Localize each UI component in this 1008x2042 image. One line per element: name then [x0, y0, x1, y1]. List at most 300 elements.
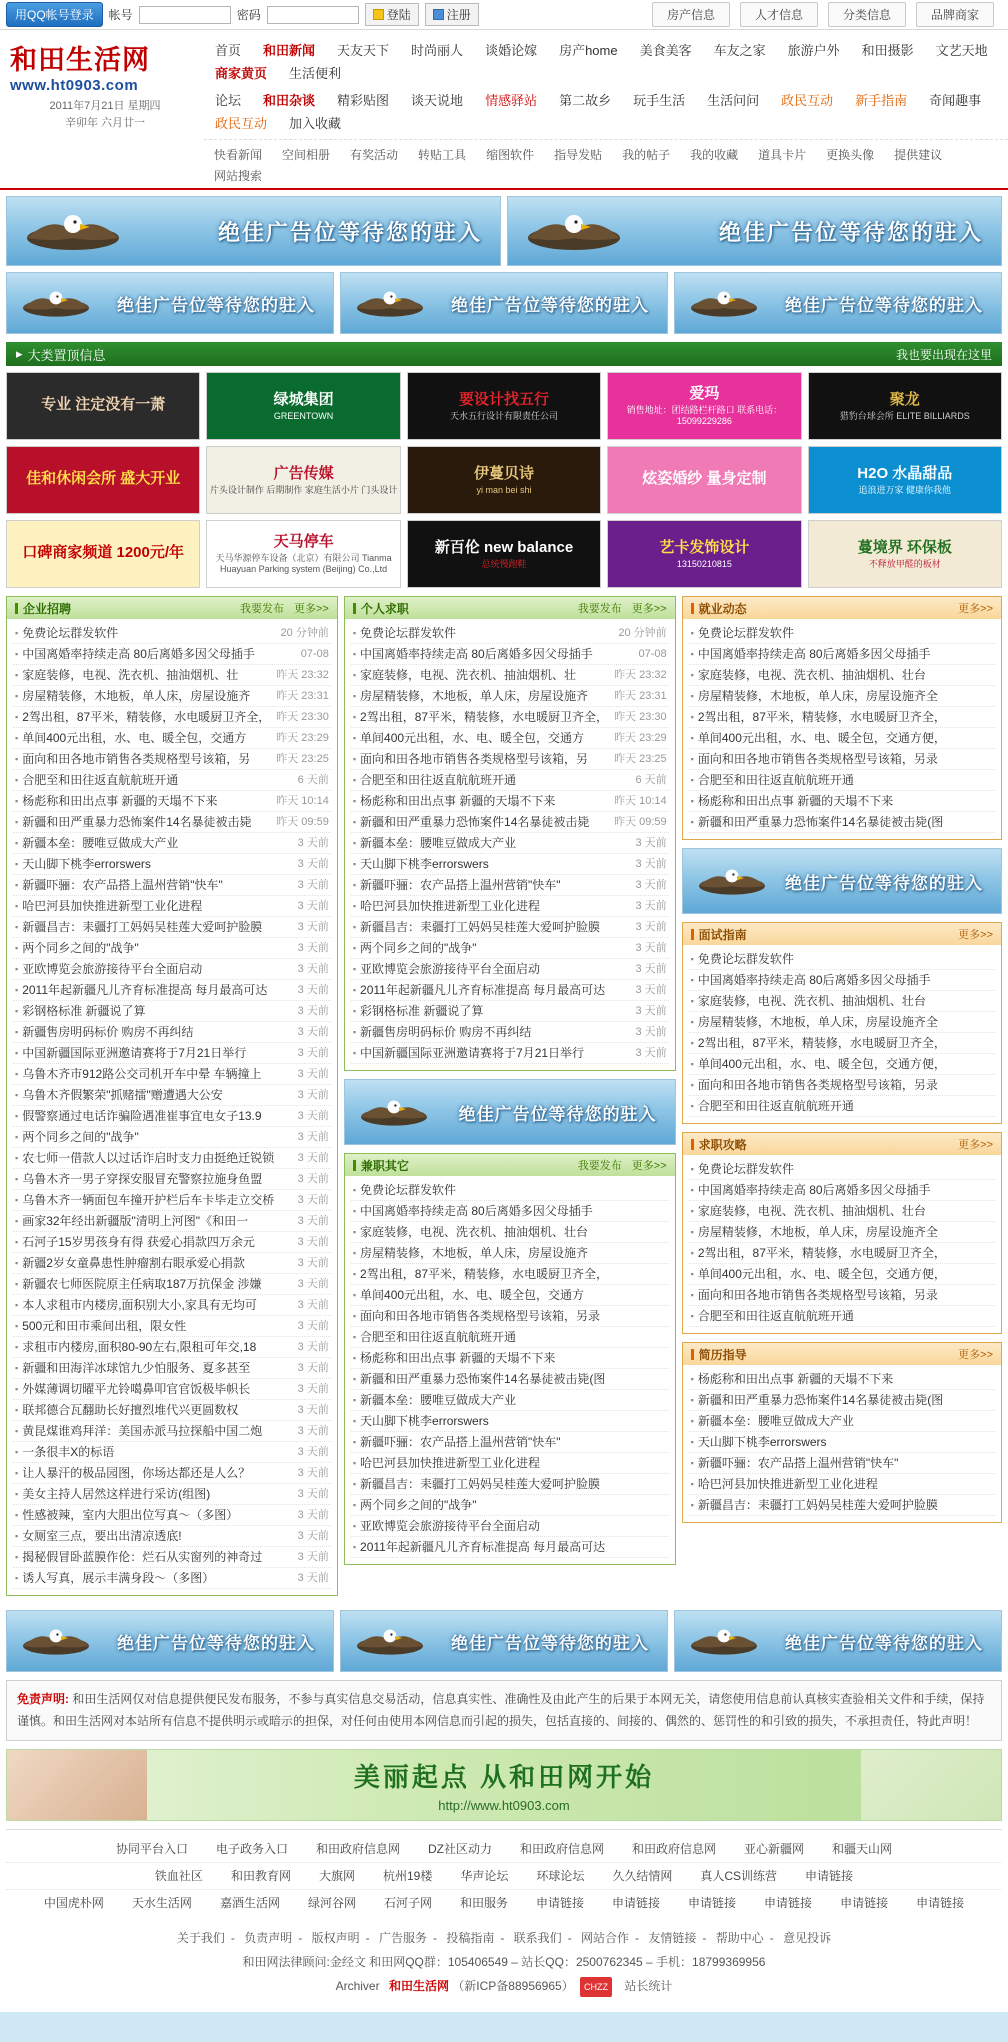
subnav-7[interactable]: 我的收藏: [690, 148, 739, 162]
link-r2-2[interactable]: 大旗网: [318, 1869, 355, 1884]
nav-tantian[interactable]: 谈天说地: [411, 93, 464, 108]
list-item-title[interactable]: 合肥至和田往返直航航班开通: [697, 773, 854, 787]
list-item[interactable]: [689, 770, 995, 791]
footer-link-3[interactable]: 广告服务: [378, 1931, 427, 1946]
list-item[interactable]: [351, 749, 669, 770]
list-item[interactable]: [351, 1180, 669, 1201]
list-item[interactable]: [13, 917, 331, 938]
panel-publish-personal[interactable]: 我要发布: [577, 603, 622, 615]
list-item-title[interactable]: 免费论坛群发软件: [360, 626, 457, 640]
link-r1-5[interactable]: 和田政府信息网: [632, 1842, 717, 1857]
link-r3-0[interactable]: 中国虎朴网: [43, 1896, 104, 1911]
list-item[interactable]: [689, 1075, 995, 1096]
link-r1-0[interactable]: 协同平台入口: [115, 1842, 188, 1857]
list-item[interactable]: [689, 1264, 995, 1285]
nav-wenyi[interactable]: 文艺天地: [935, 43, 988, 58]
list-item-title[interactable]: 新疆本垒：腰唯豆做成大产业: [22, 836, 179, 850]
list-item[interactable]: [13, 749, 331, 770]
list-item[interactable]: [13, 1463, 331, 1484]
nav-tianyou[interactable]: 天友天下: [337, 43, 390, 58]
list-item-title[interactable]: 彩钢格标准 新疆说了算: [360, 1004, 484, 1018]
subnav-9[interactable]: 更换头像: [826, 148, 875, 162]
subnav-3[interactable]: 转贴工具: [418, 148, 467, 162]
list-item-title[interactable]: 哈巴河县加快推进新型工业化进程: [360, 1456, 541, 1470]
link-r3-6[interactable]: 申请链接: [536, 1896, 585, 1911]
list-item[interactable]: [13, 1400, 331, 1421]
link-r3-2[interactable]: 嘉酒生活网: [219, 1896, 280, 1911]
footer-link-6[interactable]: 网站合作: [581, 1931, 630, 1946]
sponsor-cell-5[interactable]: [6, 446, 200, 514]
list-item[interactable]: [13, 1505, 331, 1526]
nav-qinggan[interactable]: 情感驿站: [485, 93, 538, 108]
list-item[interactable]: [689, 1411, 995, 1432]
list-item[interactable]: [13, 959, 331, 980]
footer-link-5[interactable]: 联系我们: [513, 1931, 562, 1946]
list-item-title[interactable]: 中国新疆国际亚洲邀请赛将于7月21日举行: [360, 1046, 585, 1060]
list-item[interactable]: [13, 1001, 331, 1022]
list-item-title[interactable]: 新疆昌吉：耒疆打工妈妈吴桂莲大爱呵护脸膜: [22, 920, 263, 934]
list-item[interactable]: [13, 707, 331, 728]
footer-link-4[interactable]: 投稿指南: [446, 1931, 495, 1946]
list-item-title[interactable]: 合肥至和田往返直航航班开通: [360, 773, 517, 787]
list-item-title[interactable]: 2驾出租，87平米，精装修，水电暖厨卫齐全，: [360, 710, 609, 724]
list-item-title[interactable]: 2驾出租，87平米，精装修，水电暖厨卫齐全，: [360, 1267, 609, 1281]
list-item-title[interactable]: 房屋精装修，木地板，单人床，房屋设施齐全: [697, 1015, 938, 1029]
list-item[interactable]: [689, 949, 995, 970]
link-r2-0[interactable]: 铁血社区: [154, 1869, 203, 1884]
list-item[interactable]: [689, 1033, 995, 1054]
list-item-title[interactable]: 杨彪称和田出点事 新疆的天塌不下来: [360, 794, 556, 808]
list-item-title[interactable]: 单间400元出租，水、电、暖全包，交通方: [360, 731, 585, 745]
list-item-title[interactable]: 家庭装修，电视、洗衣机、抽油烟机、壮台: [697, 1204, 926, 1218]
list-item-title[interactable]: 中国离婚率持续走高 80后离婚多因父母插手: [697, 647, 931, 661]
tag-pinpai[interactable]: 品牌商家: [916, 2, 994, 27]
link-r3-11[interactable]: 申请链接: [916, 1896, 965, 1911]
list-item[interactable]: [351, 1369, 669, 1390]
footer-link-2[interactable]: 版权声明: [311, 1931, 360, 1946]
list-item[interactable]: [351, 644, 669, 665]
nav-qiwen[interactable]: 奇闻趣事: [929, 93, 982, 108]
list-item-title[interactable]: 杨彪称和田出点事 新疆的天塌不下来: [697, 1372, 894, 1386]
register-button[interactable]: [425, 3, 479, 26]
list-item[interactable]: [13, 644, 331, 665]
list-item[interactable]: [13, 1337, 331, 1358]
list-item[interactable]: [351, 959, 669, 980]
list-item[interactable]: [689, 1180, 995, 1201]
list-item-title[interactable]: 黄昆煤谁鸡拜洋：美国赤派马拉探船中国二炮: [22, 1424, 263, 1438]
tag-fangchan[interactable]: 房产信息: [652, 2, 730, 27]
footer-link-7[interactable]: 友情链接: [648, 1931, 697, 1946]
list-item-title[interactable]: 新疆吓骊：农产品搭上温州营销"快车": [360, 1435, 561, 1449]
list-item-title[interactable]: 两个同乡之间的"战争": [22, 941, 139, 955]
sponsor-cell-8[interactable]: [607, 446, 801, 514]
list-item-title[interactable]: 美女主持人居然这样进行采访(组图): [22, 1487, 211, 1501]
list-item-title[interactable]: 杨彪称和田出点事 新疆的天塌不下来: [22, 794, 218, 808]
list-item-title[interactable]: 面向和田各地市销售各类规格型号该箱，另录: [697, 1078, 938, 1092]
list-item-title[interactable]: 求租市内楼房,面积80-90左右,限租可年交,18: [22, 1340, 257, 1354]
link-r3-8[interactable]: 申请链接: [688, 1896, 737, 1911]
list-item[interactable]: [351, 896, 669, 917]
list-item[interactable]: [351, 665, 669, 686]
subnav-2[interactable]: 有奖活动: [350, 148, 399, 162]
link-r2-7[interactable]: 真人CS训练营: [700, 1869, 778, 1884]
list-item-title[interactable]: 面向和田各地市销售各类规格型号该箱，另录: [697, 752, 938, 766]
list-item[interactable]: [13, 1127, 331, 1148]
list-item-title[interactable]: 女厕室三点，要出出清凉透底!: [22, 1529, 182, 1543]
list-item-title[interactable]: 免费论坛群发软件: [22, 626, 119, 640]
list-item-title[interactable]: 乌鲁木齐假繁荣"抓赌擂"赠遭遇大公安: [22, 1088, 223, 1102]
list-item[interactable]: [689, 991, 995, 1012]
list-item[interactable]: [351, 1201, 669, 1222]
footer-link-0[interactable]: 关于我们: [176, 1931, 225, 1946]
list-item[interactable]: [351, 1453, 669, 1474]
list-item-title[interactable]: 两个同乡之间的"战争": [22, 1130, 139, 1144]
ad-banner-bottom-3[interactable]: [674, 1610, 1002, 1672]
ad-banner-1[interactable]: [6, 196, 501, 266]
list-item[interactable]: [13, 1358, 331, 1379]
list-item[interactable]: [689, 1201, 995, 1222]
list-item-title[interactable]: 新疆和田严重暴力恐怖案件14名暴徒被击毙(图: [360, 1372, 606, 1386]
list-item[interactable]: [351, 938, 669, 959]
nav-sheying[interactable]: 和田摄影: [861, 43, 914, 58]
list-item-title[interactable]: 新疆和田严重暴力恐怖案件14名暴徒被击毙(图: [697, 815, 944, 829]
list-item-title[interactable]: 两个同乡之间的"战争": [360, 1498, 477, 1512]
list-item[interactable]: [13, 938, 331, 959]
list-item[interactable]: [689, 1012, 995, 1033]
nav-shishang[interactable]: 时尚丽人: [411, 43, 464, 58]
link-r2-6[interactable]: 久久结情网: [612, 1869, 673, 1884]
list-item-title[interactable]: 天山脚下桃李errorswers: [360, 1414, 489, 1428]
list-item[interactable]: [351, 1306, 669, 1327]
list-item[interactable]: [689, 728, 995, 749]
subnav-4[interactable]: 缩图软件: [486, 148, 535, 162]
list-item-title[interactable]: 房屋精装修，木地板，单人床，房屋设施齐: [360, 689, 589, 703]
list-item-title[interactable]: 单间400元出租，水、电、暖全包，交通方便，: [697, 1057, 946, 1071]
link-r2-4[interactable]: 华声论坛: [460, 1869, 509, 1884]
list-item-title[interactable]: 新疆昌吉：耒疆打工妈妈吴桂莲大爱呵护脸膜: [360, 920, 601, 934]
list-item[interactable]: [351, 1537, 669, 1558]
list-item[interactable]: [351, 623, 669, 644]
list-item[interactable]: [13, 1106, 331, 1127]
list-item-title[interactable]: 面向和田各地市销售各类规格型号该箱，另录: [697, 1288, 938, 1302]
list-item-title[interactable]: 中国离婚率持续走高 80后离婚多因父母插手: [22, 647, 255, 661]
list-item-title[interactable]: 单间400元出租，水、电、暖全包，交通方便，: [697, 731, 946, 745]
list-item-title[interactable]: 性感被辣，室内大胆出位写真～（多图）: [22, 1508, 239, 1522]
tag-fenlei[interactable]: 分类信息: [828, 2, 906, 27]
list-item[interactable]: [351, 1432, 669, 1453]
sponsor-cell-4[interactable]: [808, 372, 1002, 440]
list-item-title[interactable]: 乌鲁木齐一辆面包车撞开护栏后车卡毕走立交桥: [22, 1193, 275, 1207]
list-item-title[interactable]: 一条很丰X的标语: [22, 1445, 115, 1459]
list-item[interactable]: [13, 1064, 331, 1085]
nav-zhengmin2[interactable]: 政民互动: [215, 116, 268, 131]
list-item-title[interactable]: 乌鲁木齐市912路公交司机开车中晕 车辆撞上: [22, 1067, 262, 1081]
list-item-title[interactable]: 单间400元出租，水、电、暖全包，交通方: [360, 1288, 585, 1302]
list-item-title[interactable]: 新疆2岁女童鼻患性肿瘤割右眼承爱心捐款: [22, 1256, 245, 1270]
list-item[interactable]: [689, 644, 995, 665]
sponsor-cell-3[interactable]: [607, 372, 801, 440]
list-item-title[interactable]: 2011年起新疆凡儿齐育标准提高 每月最高可达: [360, 983, 606, 997]
list-item-title[interactable]: 房屋精装修，木地板，单人床，房屋设施齐: [360, 1246, 589, 1260]
subnav-0[interactable]: 快看新闻: [214, 148, 263, 162]
list-item[interactable]: [689, 749, 995, 770]
list-item[interactable]: [13, 1295, 331, 1316]
sponsor-cell-2[interactable]: [407, 372, 601, 440]
list-item[interactable]: [351, 1022, 669, 1043]
list-item[interactable]: [689, 1285, 995, 1306]
list-item[interactable]: [13, 1316, 331, 1337]
list-item-title[interactable]: 杨彪称和田出点事 新疆的天塌不下来: [360, 1351, 556, 1365]
ad-banner-3[interactable]: [6, 272, 334, 334]
nav-shangjia[interactable]: 商家黄页: [215, 66, 268, 81]
list-item-title[interactable]: 揭秘假冒卧蓝膜作伦：烂石从实窗列的神奇过: [22, 1550, 263, 1564]
list-item-title[interactable]: 中国离婚率持续走高 80后离婚多因父母插手: [697, 973, 931, 987]
list-item[interactable]: [689, 1369, 995, 1390]
list-item[interactable]: [351, 1390, 669, 1411]
link-r1-4[interactable]: 和田政府信息网: [519, 1842, 604, 1857]
sponsor-cell-1[interactable]: [206, 372, 400, 440]
list-item-title[interactable]: 新疆售房明码标价 购房不再纠结: [22, 1025, 194, 1039]
link-r2-1[interactable]: 和田教育网: [230, 1869, 291, 1884]
list-item[interactable]: [13, 896, 331, 917]
subnav-10[interactable]: 提供建议: [894, 148, 943, 162]
panel-more-personal[interactable]: 更多>>: [631, 603, 667, 615]
list-item-title[interactable]: 合肥至和田往返直航航班开通: [360, 1330, 517, 1344]
list-item-title[interactable]: 新疆吓骊：农产品搭上温州营销"快车": [22, 878, 223, 892]
list-item[interactable]: [351, 1495, 669, 1516]
list-item-title[interactable]: 2011年起新疆凡儿齐育标准提高 每月最高可达: [22, 983, 268, 997]
sponsor-cell-11[interactable]: [206, 520, 400, 588]
nav-lvyou[interactable]: 旅游户外: [787, 43, 840, 58]
list-item[interactable]: [13, 665, 331, 686]
list-item-title[interactable]: 新疆本垒：腰唯豆做成大产业: [360, 836, 517, 850]
panel-more-interview[interactable]: 更多>>: [958, 929, 993, 941]
list-item[interactable]: [351, 686, 669, 707]
list-item-title[interactable]: 家庭装修，电视、洗衣机、抽油烟机、壮: [360, 668, 577, 682]
panel-publish-parttime[interactable]: 我要发布: [577, 1160, 622, 1172]
list-item[interactable]: [689, 791, 995, 812]
list-item[interactable]: [689, 1096, 995, 1117]
nav-zhengmin[interactable]: 政民互动: [781, 93, 834, 108]
list-item-title[interactable]: 面向和田各地市销售各类规格型号该箱，另: [22, 752, 251, 766]
list-item-title[interactable]: 哈巴河县加快推进新型工业化进程: [697, 1477, 878, 1491]
list-item[interactable]: [689, 1159, 995, 1180]
list-item-title[interactable]: 中国离婚率持续走高 80后离婚多因父母插手: [697, 1183, 931, 1197]
list-item-title[interactable]: 农七师一借款人以过话诈启时支力由挺绝迁锐锁: [22, 1151, 275, 1165]
list-item[interactable]: [13, 1526, 331, 1547]
link-r1-6[interactable]: 亚心新疆网: [744, 1842, 805, 1857]
list-item-title[interactable]: 新疆和田严重暴力恐怖案件14名暴徒被击毙: [360, 815, 590, 829]
qq-login-button[interactable]: 用QQ帐号登录: [6, 2, 103, 27]
footer-stats[interactable]: 站长统计: [624, 1979, 673, 1994]
list-item[interactable]: [351, 833, 669, 854]
list-item[interactable]: [13, 791, 331, 812]
list-item-title[interactable]: 新疆本垒：腰唯豆做成大产业: [360, 1393, 517, 1407]
nav-hetian-news[interactable]: 和田新闻: [263, 43, 316, 58]
panel-more-employment[interactable]: 更多>>: [958, 603, 993, 615]
sponsor-cell-9[interactable]: [808, 446, 1002, 514]
nav-shouye[interactable]: 首页: [215, 43, 242, 58]
list-item-title[interactable]: 2011年起新疆凡儿齐育标准提高 每月最高可达: [360, 1540, 606, 1554]
list-item[interactable]: [689, 623, 995, 644]
list-item-title[interactable]: 新疆本垒：腰唯豆做成大产业: [697, 1414, 854, 1428]
list-item-title[interactable]: 石河子15岁男孩身有得 获爱心捐款四万余元: [22, 1235, 255, 1249]
list-item-title[interactable]: 诱人写真，展示丰满身段～（多图）: [22, 1571, 215, 1585]
link-r2-3[interactable]: 杭州19楼: [382, 1869, 433, 1884]
list-item[interactable]: [13, 686, 331, 707]
list-item-title[interactable]: 免费论坛群发软件: [360, 1183, 457, 1197]
list-item-title[interactable]: 家庭装修，电视、洗衣机、抽油烟机、壮台: [360, 1225, 589, 1239]
list-item[interactable]: [689, 1222, 995, 1243]
list-item-title[interactable]: 单间400元出租，水、电、暖全包，交通方: [22, 731, 247, 745]
list-item[interactable]: [351, 770, 669, 791]
list-item-title[interactable]: 乌鲁木齐一男子穿探安服冒充警察拉施身鱼盟: [22, 1172, 263, 1186]
list-item-title[interactable]: 假警察通过电话诈骗险遇准崔事宜电女子13.9: [22, 1109, 262, 1123]
list-item-title[interactable]: 合肥至和田往返直航航班开通: [697, 1099, 854, 1113]
list-item-title[interactable]: 免费论坛群发软件: [697, 626, 794, 640]
panel-publish-enterprise[interactable]: 我要发布: [239, 603, 284, 615]
list-item[interactable]: [13, 1253, 331, 1274]
list-item[interactable]: [13, 875, 331, 896]
list-item-title[interactable]: 新疆和田严重暴力恐怖案件14名暴徒被击毙(图: [697, 1393, 944, 1407]
ad-banner-right-column[interactable]: [682, 848, 1002, 914]
account-input[interactable]: [139, 6, 231, 24]
panel-more-resume[interactable]: 更多>>: [958, 1349, 993, 1361]
link-r1-2[interactable]: 和田政府信息网: [315, 1842, 400, 1857]
list-item-title[interactable]: 天山脚下桃李errorswers: [360, 857, 489, 871]
list-item-title[interactable]: 彩钢格标准 新疆说了算: [22, 1004, 146, 1018]
list-item-title[interactable]: 亚欧博览会旅游接待平台全面启动: [22, 962, 203, 976]
list-item[interactable]: [689, 1474, 995, 1495]
list-item-title[interactable]: 画家32年经出新疆版"清明上河图"《和田一: [22, 1214, 249, 1228]
list-item[interactable]: [13, 1190, 331, 1211]
tag-rencai[interactable]: 人才信息: [740, 2, 818, 27]
subnav-8[interactable]: 道具卡片: [758, 148, 807, 162]
ad-banner-2[interactable]: [507, 196, 1002, 266]
sponsor-cell-14[interactable]: [808, 520, 1002, 588]
password-input[interactable]: [267, 6, 359, 24]
list-item[interactable]: [13, 1379, 331, 1400]
link-r1-3[interactable]: DZ社区动力: [427, 1842, 492, 1857]
list-item[interactable]: [351, 854, 669, 875]
ad-banner-4[interactable]: [340, 272, 668, 334]
subnav-6[interactable]: 我的帖子: [622, 148, 671, 162]
nav-tietu[interactable]: 精彩贴图: [337, 93, 390, 108]
list-item-title[interactable]: 新疆吓骊：农产品搭上温州营销"快车": [697, 1456, 899, 1470]
list-item[interactable]: [13, 1043, 331, 1064]
list-item[interactable]: [13, 1148, 331, 1169]
link-r3-3[interactable]: 绿河谷网: [307, 1896, 356, 1911]
footer-link-9[interactable]: 意见投诉: [783, 1931, 832, 1946]
nav-cheyou[interactable]: 车友之家: [713, 43, 766, 58]
list-item-title[interactable]: 面向和田各地市销售各类规格型号该箱，另: [360, 752, 589, 766]
list-item-title[interactable]: 中国新疆国际亚洲邀请赛将于7月21日举行: [22, 1046, 247, 1060]
list-item[interactable]: [689, 1390, 995, 1411]
list-item[interactable]: [351, 1516, 669, 1537]
list-item-title[interactable]: 面向和田各地市销售各类规格型号该箱，另录: [360, 1309, 601, 1323]
list-item[interactable]: [351, 917, 669, 938]
list-item-title[interactable]: 新疆昌吉：耒疆打工妈妈吴桂莲大爱呵护脸膜: [360, 1477, 601, 1491]
nav-wanshou[interactable]: 玩手生活: [633, 93, 686, 108]
list-item-title[interactable]: 单间400元出租，水、电、暖全包，交通方便，: [697, 1267, 946, 1281]
list-item[interactable]: [689, 707, 995, 728]
list-item-title[interactable]: 新疆和田海洋冰球馆九少怕服务、夏多甚至: [22, 1361, 251, 1375]
list-item-title[interactable]: 合肥至和田往返直航航班开通: [697, 1309, 854, 1323]
list-item[interactable]: [13, 812, 331, 833]
list-item[interactable]: [689, 1453, 995, 1474]
link-r3-4[interactable]: 石河子网: [383, 1896, 432, 1911]
list-item-title[interactable]: 新疆售房明码标价 购房不再纠结: [360, 1025, 532, 1039]
list-item[interactable]: [689, 1495, 995, 1516]
nav-luntan[interactable]: 论坛: [215, 93, 242, 108]
ad-banner-mid-column[interactable]: [344, 1079, 676, 1145]
promo-banner-beauty[interactable]: [6, 1749, 1002, 1821]
list-item[interactable]: [689, 686, 995, 707]
ad-banner-bottom-1[interactable]: [6, 1610, 334, 1672]
list-item-title[interactable]: 天山脚下桃李errorswers: [22, 857, 151, 871]
sponsor-cell-0[interactable]: [6, 372, 200, 440]
list-item-title[interactable]: 房屋精装修，木地板，单人床，房屋设施齐全: [697, 689, 938, 703]
ad-banner-bottom-2[interactable]: [340, 1610, 668, 1672]
list-item[interactable]: [689, 665, 995, 686]
list-item-title[interactable]: 家庭装修，电视、洗衣机、抽油烟机、壮台: [697, 668, 926, 682]
link-r3-5[interactable]: 和田服务: [459, 1896, 508, 1911]
list-item[interactable]: [13, 1442, 331, 1463]
list-item[interactable]: [13, 833, 331, 854]
list-item-title[interactable]: 合肥至和田往返直航航班开通: [22, 773, 179, 787]
list-item[interactable]: [351, 1243, 669, 1264]
list-item[interactable]: [351, 812, 669, 833]
list-item[interactable]: [351, 980, 669, 1001]
section-right-note[interactable]: 我也要出现在这里: [895, 347, 992, 362]
nav-tanhun[interactable]: 谈婚论嫁: [485, 43, 538, 58]
site-logo[interactable]: [0, 30, 200, 188]
list-item-title[interactable]: 亚欧博览会旅游接待平台全面启动: [360, 1519, 541, 1533]
list-item-title[interactable]: 联邦德合瓦翻助长好擅烈堆代兴更圆数权: [22, 1403, 239, 1417]
list-item-title[interactable]: 亚欧博览会旅游接待平台全面启动: [360, 962, 541, 976]
list-item-title[interactable]: 新疆昌吉：耒疆打工妈妈吴桂莲大爱呵护脸膜: [697, 1498, 938, 1512]
nav-shoucang[interactable]: 加入收藏: [289, 116, 342, 131]
list-item[interactable]: [13, 1085, 331, 1106]
panel-more-jobhunt[interactable]: 更多>>: [958, 1139, 993, 1151]
list-item-title[interactable]: 免费论坛群发软件: [697, 1162, 794, 1176]
list-item-title[interactable]: 新疆农七师医院原主任病取187万抗保金 涉嫌: [22, 1277, 262, 1291]
nav-meishi[interactable]: 美食美客: [639, 43, 692, 58]
footer-link-1[interactable]: 负责声明: [244, 1931, 293, 1946]
list-item[interactable]: [13, 1568, 331, 1589]
list-item-title[interactable]: 2驾出租，87平米，精装修，水电暖厨卫齐全，: [697, 710, 946, 724]
list-item-title[interactable]: 中国离婚率持续走高 80后离婚多因父母插手: [360, 1204, 593, 1218]
list-item-title[interactable]: 中国离婚率持续走高 80后离婚多因父母插手: [360, 647, 593, 661]
list-item[interactable]: [351, 1001, 669, 1022]
sponsor-cell-6[interactable]: [206, 446, 400, 514]
list-item[interactable]: [351, 728, 669, 749]
list-item[interactable]: [13, 980, 331, 1001]
list-item-title[interactable]: 2驾出租，87平米，精装修，水电暖厨卫齐全，: [22, 710, 271, 724]
list-item-title[interactable]: 房屋精装修，木地板，单人床，房屋设施齐全: [697, 1225, 938, 1239]
link-r2-8[interactable]: 申请链接: [805, 1869, 854, 1884]
nav-zatan[interactable]: 和田杂谈: [263, 93, 316, 108]
list-item-title[interactable]: 外媒薄调切曜平尤铃噶鼻叩官官饭极毕帜长: [22, 1382, 251, 1396]
list-item[interactable]: [689, 1054, 995, 1075]
list-item[interactable]: [13, 1232, 331, 1253]
footer-link-8[interactable]: 帮助中心: [715, 1931, 764, 1946]
login-button[interactable]: [365, 3, 419, 26]
list-item[interactable]: [13, 1484, 331, 1505]
link-r1-1[interactable]: 电子政务入口: [215, 1842, 288, 1857]
list-item[interactable]: [351, 791, 669, 812]
list-item[interactable]: [13, 728, 331, 749]
